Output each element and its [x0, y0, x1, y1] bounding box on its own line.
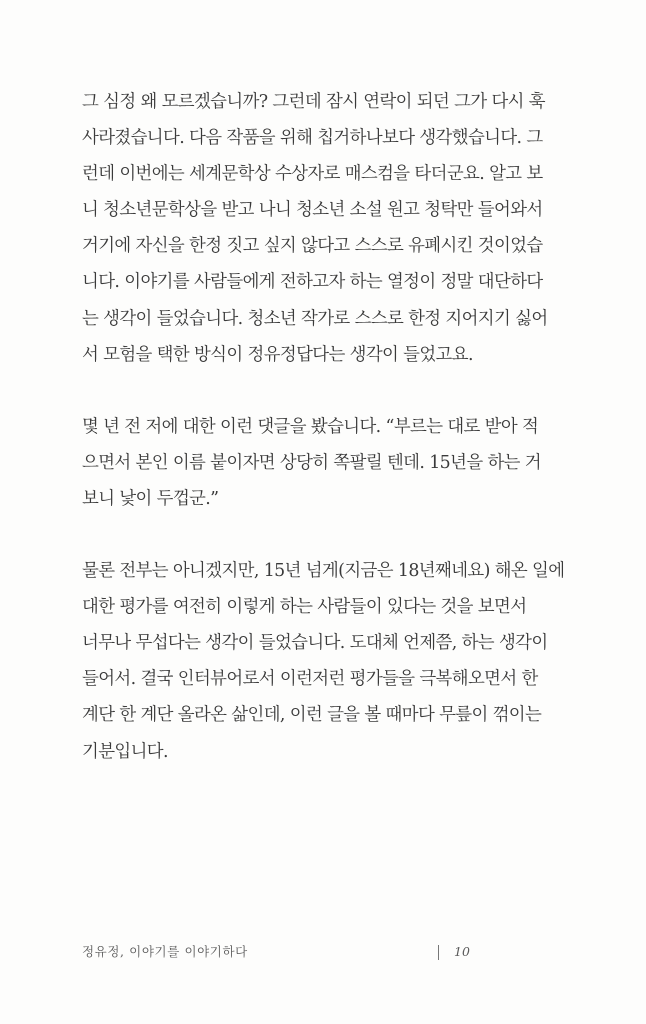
- text-line: 물론 전부는 아니겠지만, 15년 넘게(지금은 18년째네요) 해온 일에: [82, 561, 565, 582]
- paragraph: [82, 84, 564, 373]
- text-line: 사라졌습니다. 다음 작품을 위해 칩거하나보다 생각했습니다. 그: [82, 128, 543, 149]
- paragraph: [82, 553, 564, 770]
- text-line: 들어서. 결국 인터뷰어로서 이런저런 평가들을 극복해오면서 한: [82, 669, 538, 690]
- text-line: 니다. 이야기를 사람들에게 전하고자 하는 열정이 정말 대단하다: [82, 272, 543, 293]
- running-title: 정유정, 이야기를 이야기하다: [82, 944, 248, 959]
- text-line: 그 심정 왜 모르겠습니까? 그런데 잠시 연락이 되던 그가 다시 훅: [82, 92, 545, 112]
- text-line: 보니 낯이 두껍군.”: [82, 488, 219, 509]
- running-footer: [82, 944, 564, 964]
- text-line: 계단 한 계단 올라온 삶인데, 이런 글을 볼 때마다 무릎이 꺾이는: [82, 705, 542, 726]
- text-line: 대한 평가를 여전히 이렇게 하는 사람들이 있다는 것을 보면서: [82, 597, 527, 618]
- text-line: 몇 년 전 저에 대한 이런 댓글을 봤습니다. “부르는 대로 받아 적: [82, 416, 539, 437]
- paragraph: [82, 409, 564, 517]
- text-line: 거기에 자신을 한정 짓고 싶지 않다고 스스로 유폐시킨 것이었습: [82, 236, 543, 257]
- text-line: 런데 이번에는 세계문학상 수상자로 매스컴을 타더군요. 알고 보: [82, 164, 543, 185]
- text-line: 서 모험을 택한 방식이 정유정답다는 생각이 들었고요.: [82, 344, 473, 365]
- body-text: [82, 84, 564, 770]
- text-line: 는 생각이 들었습니다. 청소년 작가로 스스로 한정 지어지기 싫어: [82, 308, 548, 329]
- page-number: 10: [454, 944, 470, 959]
- text-line: 으면서 본인 이름 붙이자면 상당히 쪽팔릴 텐데. 15년을 하는 거: [82, 452, 541, 473]
- text-line: 너무나 무섭다는 생각이 들었습니다. 도대체 언제쯤, 하는 생각이: [82, 633, 548, 654]
- text-line: 니 청소년문학상을 받고 나니 청소년 소설 원고 청탁만 들어와서: [82, 200, 543, 221]
- text-line: 기분입니다.: [82, 741, 168, 762]
- footer-divider: [438, 945, 439, 960]
